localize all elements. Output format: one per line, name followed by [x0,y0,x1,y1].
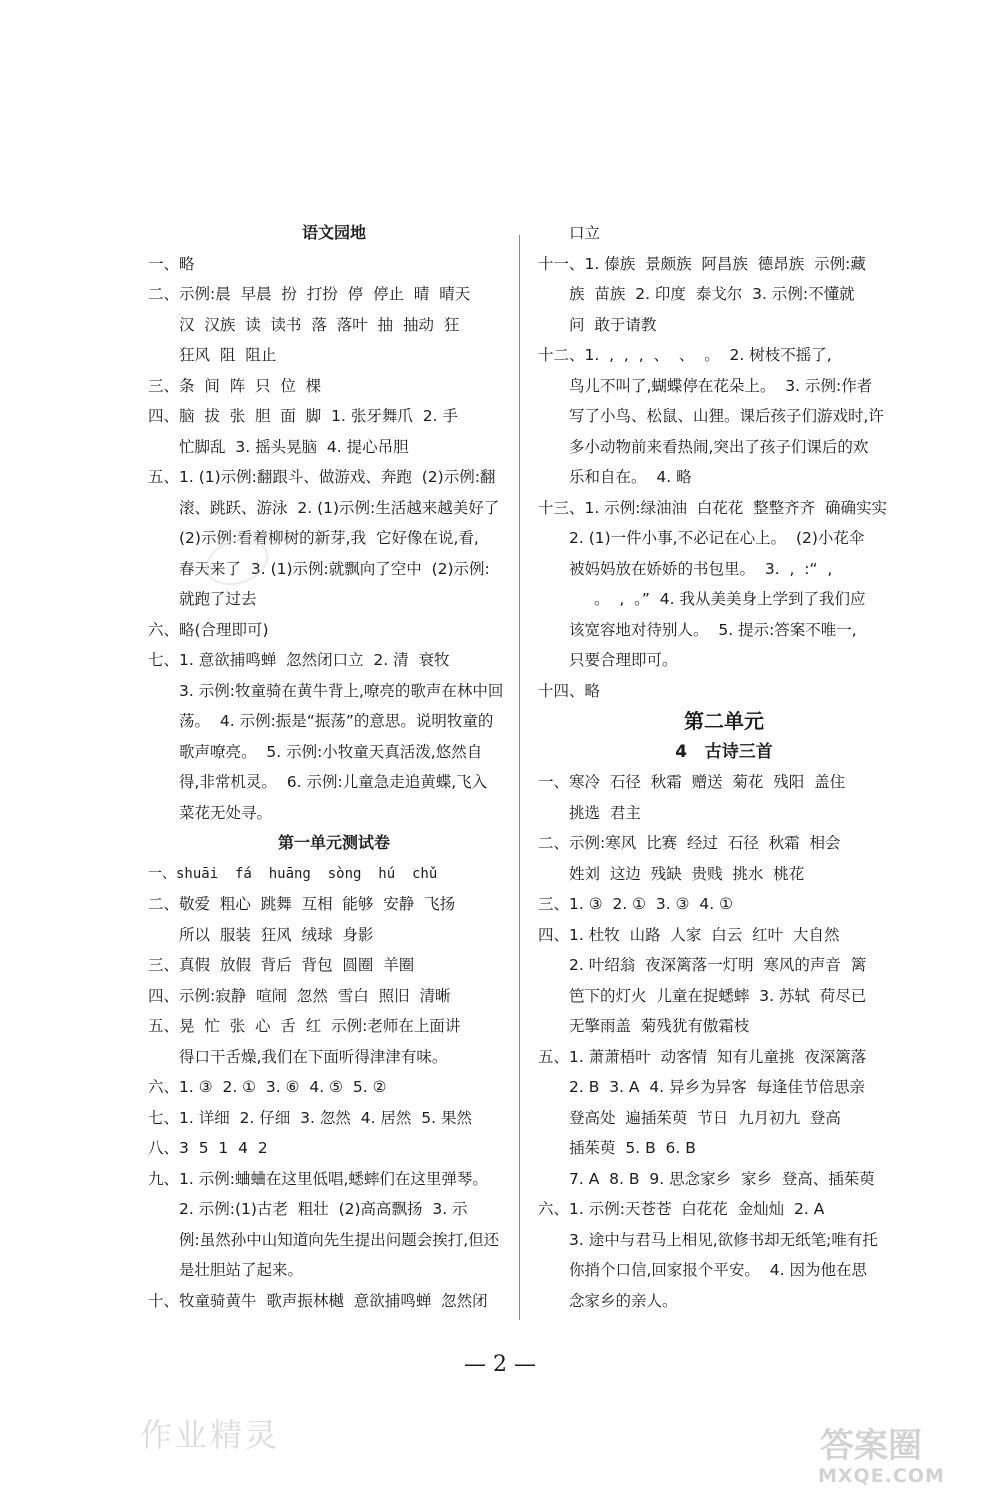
answer-line: 就跑了过去 [179,590,257,608]
page-number: — 2 — [464,1352,536,1377]
answer-line: 六、1. 示例:天苍苍 白花花 金灿灿 2. A [538,1200,825,1218]
answer-line: 插茱萸 5. B 6. B [569,1139,696,1157]
answer-line: 一、shuāi fá huāng sòng hú chǔ [148,865,438,882]
answer-line: 汉 汉族 读 读书 落 落叶 抽 抽动 狂 [179,315,460,334]
left-column [148,218,520,1316]
answer-line: 九、1. 示例:蛐蛐在这里低唱,蟋蟀们在这里弹琴。 [148,1169,488,1188]
answer-line: 鸟儿不叫了,蝴蝶停在花朵上。 3. 示例:作者 [569,376,873,395]
answer-line: 五、晃 忙 张 心 舌 红 示例:老师在上面讲 [148,1017,461,1035]
answer-line: 笆下的灯火 儿童在捉蟋蟀 3. 苏轼 荷尽已 [569,986,867,1005]
answer-line: 五、1. (1)示例:翻跟斗、做游戏、奔跑 (2)示例:翻 [148,468,496,486]
answer-line: 得口干舌燥,我们在下面听得津津有味。 [179,1047,448,1066]
answer-line: 五、1. 萧萧梧叶 动客情 知有儿童挑 夜深篱落 [538,1047,867,1066]
answer-line: 歌声嘹亮。 5. 示例:小牧童天真活泼,悠然自 [179,742,483,761]
answer-line: 该宽容地对待别人。 5. 提示:答案不唯一, [569,620,857,639]
answer-line: 滚、跳跃、游泳 2. (1)示例:生活越来越美好了 [179,498,500,517]
answer-line: 三、真假 放假 背后 背包 圆圈 羊圈 [148,956,415,974]
section-heading: 4 古诗三首 [675,741,773,762]
answer-line: 所以 服装 狂风 绒球 身影 [179,925,374,944]
answer-line: 2. 叶绍翁 夜深篱落一灯明 寒风的声音 篱 [569,956,867,974]
answer-line: 三、1. ③ 2. ① 3. ③ 4. ① [538,895,734,913]
answer-line: 2. B 3. A 4. 异乡为异客 每逢佳节倍思亲 [569,1078,865,1096]
answer-line: 族 苗族 2. 印度 泰戈尔 3. 示例:不懂就 [569,285,855,303]
section-heading: 语文园地 [301,223,366,242]
answer-line: 三、条 间 阵 只 位 棵 [148,376,322,395]
answer-line: 登高处 遍插茱萸 节日 九月初九 登高 [569,1108,841,1127]
answer-line: 一、寒冷 石径 秋霜 赠送 菊花 残阳 盖住 [538,773,846,791]
section-heading: 第一单元测试卷 [277,833,390,852]
answer-line: 四、1. 杜牧 山路 人家 白云 红叶 大自然 [538,925,840,944]
answer-line: 口立 [569,224,601,242]
answer-line: 多小动物前来看热闹,突出了孩子们课后的欢 [569,437,869,456]
answer-line: 3. 示例:牧童骑在黄牛背上,嘹亮的歌声在林中回 [179,681,504,700]
answer-line: 十一、1. 傣族 景颇族 阿昌族 德昂族 示例:藏 [538,254,866,273]
answer-line: 七、1. 详细 2. 仔细 3. 忽然 4. 居然 5. 果然 [148,1108,472,1127]
answer-line: 六、略(合理即可) [148,620,269,639]
answer-line: 春天来了 3. (1)示例:就飘向了空中 (2)示例: [179,559,490,578]
answer-line: 十、牧童骑黄牛 歌声振林樾 意欲捕鸣蝉 忽然闭 [148,1291,488,1310]
answer-line: 四、脑 拔 张 胆 面 脚 1. 张牙舞爪 2. 手 [148,407,458,425]
answer-line: 荡。 4. 示例:振是“振荡”的意思。说明牧童的 [179,712,494,730]
watermark-text: 作业精灵 [140,1416,281,1454]
answer-line: 念家乡的亲人。 [569,1291,678,1310]
answer-line: 八、3 5 1 4 2 [148,1139,268,1157]
answer-line: 。 , 。” 4. 我从美美身上学到了我们应 [594,590,866,608]
watermark-url: MXQE.COM [818,1465,945,1487]
right-column [538,218,910,1316]
answer-line: 例:虽然孙中山知道向先生提出问题会挨打,但还 [179,1230,500,1249]
section-heading: 第二单元 [684,709,764,733]
answer-line: 忙脚乱 3. 摇头晃脑 4. 提心吊胆 [179,437,409,456]
answer-line: 十四、略 [538,681,601,700]
answer-line: 挑选 君主 [569,803,641,822]
answer-line: 二、敬爱 粗心 跳舞 互相 能够 安静 飞扬 [148,895,456,913]
answer-line: 四、示例:寂静 喧闹 忽然 雪白 照旧 清晰 [148,986,451,1005]
answer-line: 十三、1. 示例:绿油油 白花花 整整齐齐 确确实实 [538,498,888,517]
answer-line: 2. (1)一件小事,不必记在心上。 (2)小花伞 [569,529,865,547]
answer-line: 2. 示例:(1)古老 粗壮 (2)高高飘扬 3. 示 [179,1200,468,1218]
answer-line: 六、1. ③ 2. ① 3. ⑥ 4. ⑤ 5. ② [148,1078,387,1096]
answer-line: 你捎个口信,回家报个平安。 4. 因为他在思 [569,1261,867,1279]
answer-line: 一、略 [148,254,195,273]
answer-line: (2)示例:看着柳树的新芽,我 它好像在说,看, [179,529,479,547]
answer-line: 3. 途中与君马上相见,欲修书却无纸笔;唯有托 [569,1230,878,1249]
answer-line: 姓刘 这边 残缺 贵贱 挑水 桃花 [569,864,805,883]
answer-line: 十二、1. , , , 、 、 。 2. 树枝不摇了, [538,346,832,364]
answer-line: 二、示例:晨 早晨 扮 打扮 停 停止 晴 晴天 [148,285,471,303]
answer-line: 写了小鸟、松鼠、山狸。课后孩子们游戏时,许 [569,407,884,425]
answer-line: 被妈妈放在娇娇的书包里。 3. , :“ , [569,559,833,578]
answer-line: 狂风 阻 阻止 [179,346,277,364]
answer-line: 是壮胆站了起来。 [179,1261,304,1279]
answer-line: 二、示例:寒风 比赛 经过 石径 秋霜 相会 [538,834,841,852]
answer-line: 菜花无处寻。 [179,803,273,822]
answer-line: 无擎雨盖 菊残犹有傲霜枝 [569,1017,750,1035]
answer-line: 七、1. 意欲捕鸣蝉 忽然闭口立 2. 清 衰牧 [148,651,450,669]
answer-line: 7. A 8. B 9. 思念家乡 家乡 登高、插茱萸 [569,1169,875,1188]
answer-line: 得,非常机灵。 6. 示例:儿童急走追黄蝶,飞入 [179,773,488,791]
watermark-logo: 答案圈 [820,1426,922,1466]
answer-line: 只要合理即可。 [569,651,678,669]
answer-line: 乐和自在。 4. 略 [569,468,692,486]
answer-line: 问 敢于请教 [569,315,657,334]
